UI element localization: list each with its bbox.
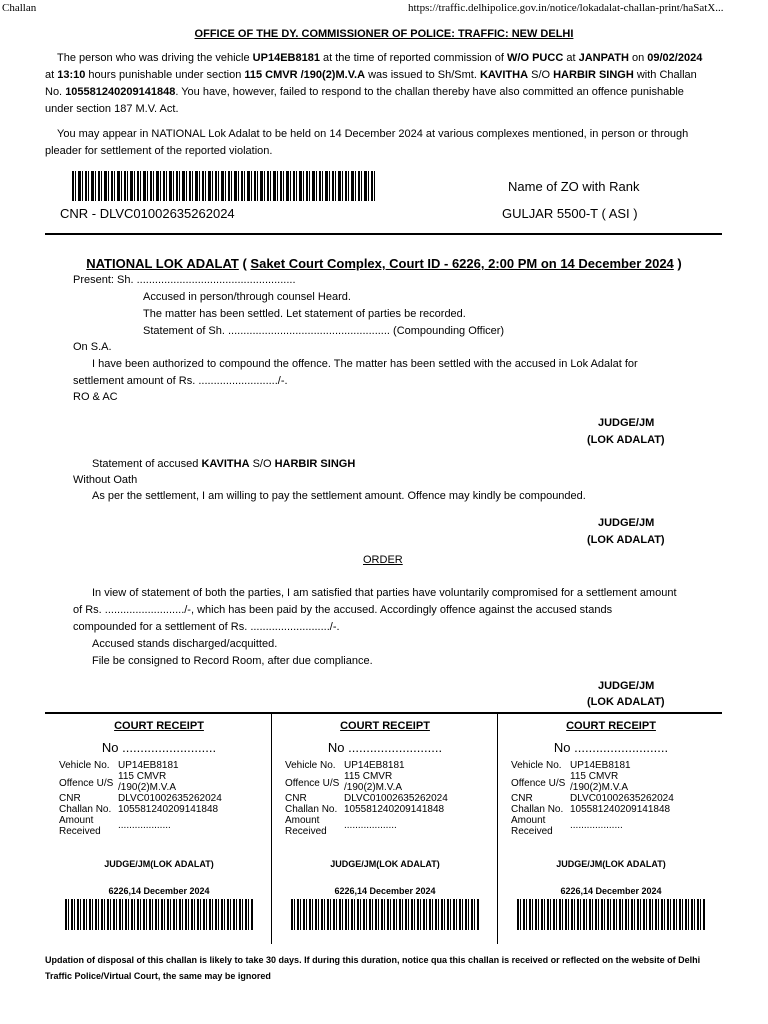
on-sa-line: On S.A.: [73, 341, 112, 353]
divider: [45, 233, 722, 235]
cnr-line: CNR - DLVC01002635262024: [60, 206, 235, 221]
intro-paragraph: The person who was driving the vehicle UP14EB8181 at the time of reported commission of W/O PUCC at JANPATH on 09/02/2024 at 13:10 hours punishable under section 115 CMVR /190(2)M.V.A was issued to Sh/Smt. KAVITHA S/O HARBIR SINGH with Challan No. 105581240209141848. You have, however, failed to respond to the challan thereby have also committed an offence punishable under section 187 M.V. Act.: [45, 52, 703, 115]
court-receipt-3: [511, 720, 711, 930]
order-heading: ORDER: [363, 554, 403, 566]
accused-statement-line: Statement of accused KAVITHA S/O HARBIR SINGH: [92, 458, 356, 470]
receipt-details: Vehicle No. UP14EB8181 Offence U/S 115 CMVR /190(2)M.V.A CNR DLVC01002635262024 Challan No. 105581240209141848 Amount Received ...................: [511, 760, 674, 837]
receipt-date: 6226,14 December 2024: [334, 886, 436, 896]
receipt-judge-label: JUDGE/JM(LOK ADALAT): [104, 859, 214, 869]
receipt-number: No ..........................: [327, 740, 443, 755]
zo-label: Name of ZO with Rank: [508, 179, 640, 194]
matter-settled-line: The matter has been settled. Let statement of parties be recorded.: [143, 308, 466, 320]
without-oath-line: Without Oath: [73, 474, 138, 486]
receipt-number: No ..........................: [101, 740, 217, 755]
court-receipt-2: [285, 720, 485, 930]
authorization-paragraph: I have been authorized to compound the offence. The matter has been settled with the accused in Lok Adalat for settlement amount of Rs. ........................../-.: [73, 358, 638, 387]
judge-label-3: JUDGE/JM: [598, 680, 655, 692]
receipt-date: 6226,14 December 2024: [560, 886, 662, 896]
court-receipt-1: [59, 720, 259, 930]
settlement-statement-line: As per the settlement, I am willing to pay the settlement amount. Offence may kindly be compounded.: [92, 490, 586, 502]
appear-paragraph: You may appear in NATIONAL Lok Adalat to be held on 14 December 2024 at various complexes mentioned, in person or through pleader for settlement of the reported violation.: [45, 128, 689, 157]
receipt-title: COURT RECEIPT: [566, 720, 656, 732]
print-header-title: Challan: [2, 2, 37, 14]
order-paragraph: In view of statement of both the parties, I am satisfied that parties have voluntarily compromised for a settlement amount of Rs. ........................../-, which has been paid by the accused. Accordingly offence against the accused stands compounded for a settlement of Rs. ........................../-. Accused stands discharged/acquitted. File be consigned to Record Room, after due compliance.: [73, 587, 677, 667]
zo-value: GULJAR 5500-T ( ASI ): [502, 206, 638, 221]
lok-adalat-label-1: (LOK ADALAT): [587, 434, 665, 446]
office-title: OFFICE OF THE DY. COMMISSIONER OF POLICE: TRAFFIC: NEW DELHI: [194, 28, 574, 40]
receipt-barcode: [65, 899, 253, 930]
compounding-officer-line: Statement of Sh. ..................................................... (Compounding Officer): [143, 325, 505, 337]
print-header-url: https://traffic.delhipolice.gov.in/notice/lokadalat-challan-print/haSatX...: [408, 2, 724, 14]
receipt-barcode: [291, 899, 479, 930]
receipt-barcode: [517, 899, 705, 930]
receipt-title: COURT RECEIPT: [114, 720, 204, 732]
receipt-separator-1: [271, 714, 272, 944]
lok-adalat-label-3: (LOK ADALAT): [587, 696, 665, 708]
present-line: Present: Sh. ....................................................: [73, 274, 296, 286]
lok-adalat-label-2: (LOK ADALAT): [587, 534, 665, 546]
judge-label-2: JUDGE/JM: [598, 517, 655, 529]
ro-ac-line: RO & AC: [73, 391, 118, 403]
judge-label-1: JUDGE/JM: [598, 417, 655, 429]
challan-number: 105581240209141848: [65, 86, 176, 98]
accused-heard-line: Accused in person/through counsel Heard.: [143, 291, 351, 303]
receipt-details: Vehicle No. UP14EB8181 Offence U/S 115 CMVR /190(2)M.V.A CNR DLVC01002635262024 Challan No. 105581240209141848 Amount Received ...................: [285, 760, 448, 837]
cnr-barcode: [72, 171, 375, 201]
receipt-separator-2: [497, 714, 498, 944]
receipt-divider: [45, 712, 722, 714]
receipt-date: 6226,14 December 2024: [108, 886, 210, 896]
vehicle-number: UP14EB8181: [252, 52, 320, 64]
receipt-number: No ..........................: [553, 740, 669, 755]
receipt-title: COURT RECEIPT: [340, 720, 430, 732]
lok-adalat-heading: NATIONAL LOK ADALAT ( Saket Court Complex, Court ID - 6226, 2:00 PM on 14 December 2024 ): [86, 256, 682, 271]
receipt-judge-label: JUDGE/JM(LOK ADALAT): [330, 859, 440, 869]
receipt-details: Vehicle No. UP14EB8181 Offence U/S 115 CMVR /190(2)M.V.A CNR DLVC01002635262024 Challan No. 105581240209141848 Amount Received ...................: [59, 760, 222, 837]
footer-note: Updation of disposal of this challan is likely to take 30 days. If during this duration, notice qua this challan is received or reflected on the website of Delhi Traffic Police/Virtual Court, the same may be ignored: [45, 955, 701, 981]
receipt-judge-label: JUDGE/JM(LOK ADALAT): [556, 859, 666, 869]
